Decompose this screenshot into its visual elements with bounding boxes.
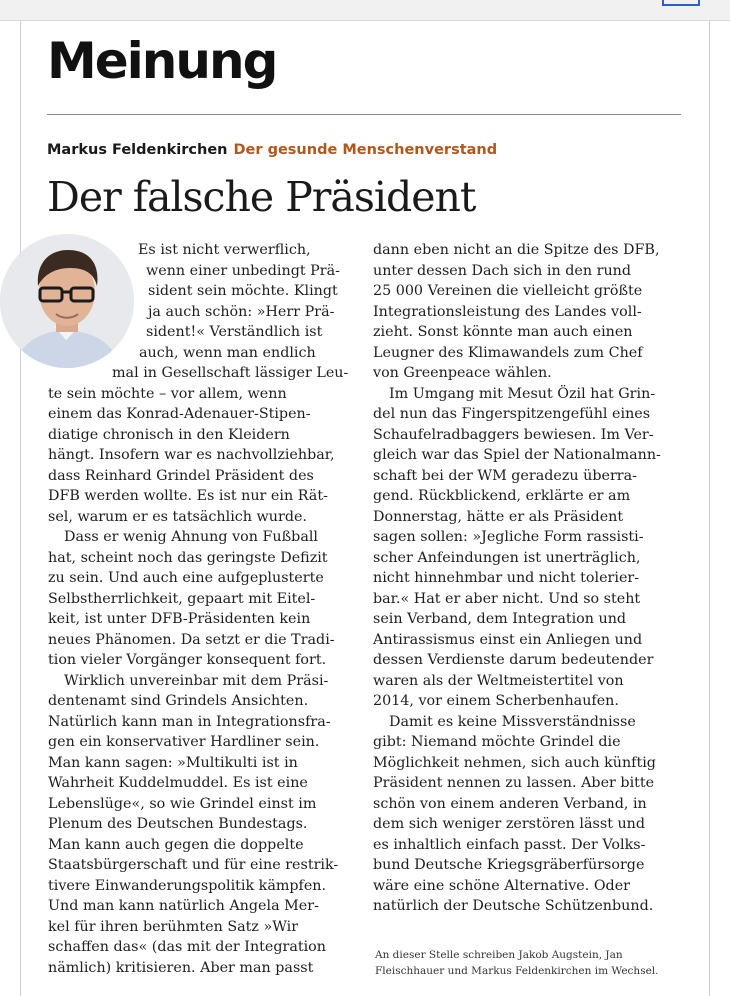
article-line: Leugner des Klimawandels zum Chef [373,344,643,361]
article-line: dentenamt sind Grindels Ansichten. [48,693,309,709]
article-line: sel, warum er es tatsächlich wurde. [48,508,307,525]
article-line: Lebenslüge«, so wie Grindel einst im [48,795,317,812]
article-line: bund Deutsche Kriegsgräberfürsorge [373,857,645,873]
section-title: Meinung [47,32,277,90]
article-line: es inhaltlich einfach passt. Der Volks- [373,836,646,853]
article-line: Natürlich kann man in Integrationsfra- [48,713,331,730]
article-line: waren als der Weltmeistertitel von [373,672,624,689]
article-line: Dass er wenig Ahnung von Fußball [64,529,319,545]
top-bar [0,0,730,21]
article-line: hat, scheint noch das geringste Defizit [48,549,328,566]
article-line: sagen sollen: »Jegliche Form rassisti- [373,529,644,545]
article-line: Man kann auch gegen die doppelte [48,836,304,853]
article-line: von Greenpeace wählen. [373,365,552,381]
article-line: keit, ist unter DFB-Präsidenten kein [48,611,311,627]
article-line: schaffen das« (das mit der Integration [48,939,327,955]
article-line: Man kann sagen: »Multikulti ist in [48,754,298,771]
article-line: schaft bei der WM geradezu überra- [373,467,637,484]
author-rotation-note [375,947,695,979]
section-divider [47,114,681,115]
article-line: gen ein konservativer Hardliner sein. [48,734,320,750]
article-line: te sein möchte – vor allem, wenn [48,385,287,402]
byline-column-name: Der gesunde Menschenverstand [233,142,498,158]
article-line: kel für ihren berühmten Satz »Wir [48,918,299,935]
article-line: Präsident nennen zu lassen. Aber bitte [373,775,655,791]
article-line: nicht hinnehmbar und nicht tolerier- [373,570,640,586]
article-line: nämlich) kritisieren. Aber man passt [48,959,314,976]
byline-author: Markus Feldenkirchen [47,142,228,158]
headline: Der falsche Präsident [47,173,476,221]
article-line: sein Verband, dem Integration und [373,611,627,627]
article-line: DFB werden wollte. Es ist nur ein Rät- [48,488,328,504]
article-line: auch, wenn man endlich [139,344,316,361]
right-margin-rule [709,21,710,996]
article-line: ja auch schön: »Herr Prä- [148,303,335,320]
article-line: dass Reinhard Grindel Präsident des [48,467,314,484]
footnote-line: Fleischhauer und Markus Feldenkirchen im Wechsel. [375,965,659,977]
article-line: Wirklich unvereinbar mit dem Präsi- [64,672,329,689]
article-line: 25 000 Vereinen die vielleicht größte [373,283,643,299]
article-line: neues Phänomen. Da setzt er die Tradi- [48,631,335,648]
article-line: gend. Rückblickend, erklärte er am [373,488,631,504]
article-line: Antirassismus einst ein Anliegen und [373,631,643,648]
byline [47,140,497,160]
left-margin-rule [20,21,21,996]
article-line: Möglichkeit nehmen, sich auch künftig [373,754,656,771]
article-line: Damit es keine Missverständnisse [389,713,636,730]
article-line: Wahrheit Kuddelmuddel. Es ist eine [48,775,308,791]
article-line: einem das Konrad-Adenauer-Stipen- [48,406,311,422]
article-line: wenn einer unbedingt Prä- [146,262,340,279]
article-line: tion vieler Vorgänger konsequent fort. [48,652,327,668]
article-line: tivere Einwanderungspolitik kämpfen. [48,877,327,894]
article-line: gibt: Niemand möchte Grindel die [373,734,621,750]
article-line: mal in Gesellschaft lässiger Leu- [112,365,349,381]
article-line: dann eben nicht an die Spitze des DFB, [373,242,660,258]
article-line: diatige chronisch in den Kleidern [48,426,290,443]
article-line: Staatsbürgerschaft und für eine restrik- [48,857,339,873]
article-line: Schaufelradbaggers bewiesen. Im Ver- [373,426,654,443]
footnote-line: An dieser Stelle schreiben Jakob Augstein, Jan [375,949,623,961]
article-line: Und man kann natürlich Angela Mer- [48,898,319,914]
article-line: Donnerstag, hätte er als Präsident [373,508,624,525]
article-line: Im Umgang mit Mesut Özil hat Grin- [389,385,656,402]
article-line: zu sein. Und auch eine aufgeplusterte [48,570,324,586]
article-line: unter dessen Dach sich in den rund [373,262,632,279]
article-line: dem sich weniger zerstören lässt und [373,816,646,832]
article-line: gleich war das Spiel der Nationalmann- [373,447,661,463]
article-column-left [48,240,348,978]
article-line: natürlich der Deutsche Schützenbund. [373,898,654,914]
article-column-right [373,240,688,917]
article-line: del nun das Fingerspitzengefühl eines [373,406,651,422]
article-line: Plenum des Deutschen Bundestags. [48,816,308,832]
article-line: zieht. Sonst könnte man auch einen [373,324,633,340]
article-line: 2014, vor einem Scherbenhaufen. [373,693,619,709]
article-line: sident!« Verständlich ist [146,324,323,340]
article-line: hängt. Insofern war es nachvollziehbar, [48,447,335,463]
article-line: bar.« Hat er aber nicht. Und so steht [373,590,641,607]
article-line: Es ist nicht verwerflich, [138,242,311,258]
top-bar-box [662,0,700,6]
article-line: Selbstherrlichkeit, gepaart mit Eitel- [48,590,316,607]
article-line: dessen Verdienste darum bedeutender [373,652,654,668]
article-line: wäre eine schöne Alternative. Oder [373,877,631,894]
article-line: Integrationsleistung des Landes voll- [373,303,642,320]
article-line: sident sein möchte. Klingt [148,283,338,299]
article-line: schön von einem anderen Verband, in [373,795,647,812]
article-line: scher Anfeindungen ist unerträglich, [373,549,641,566]
